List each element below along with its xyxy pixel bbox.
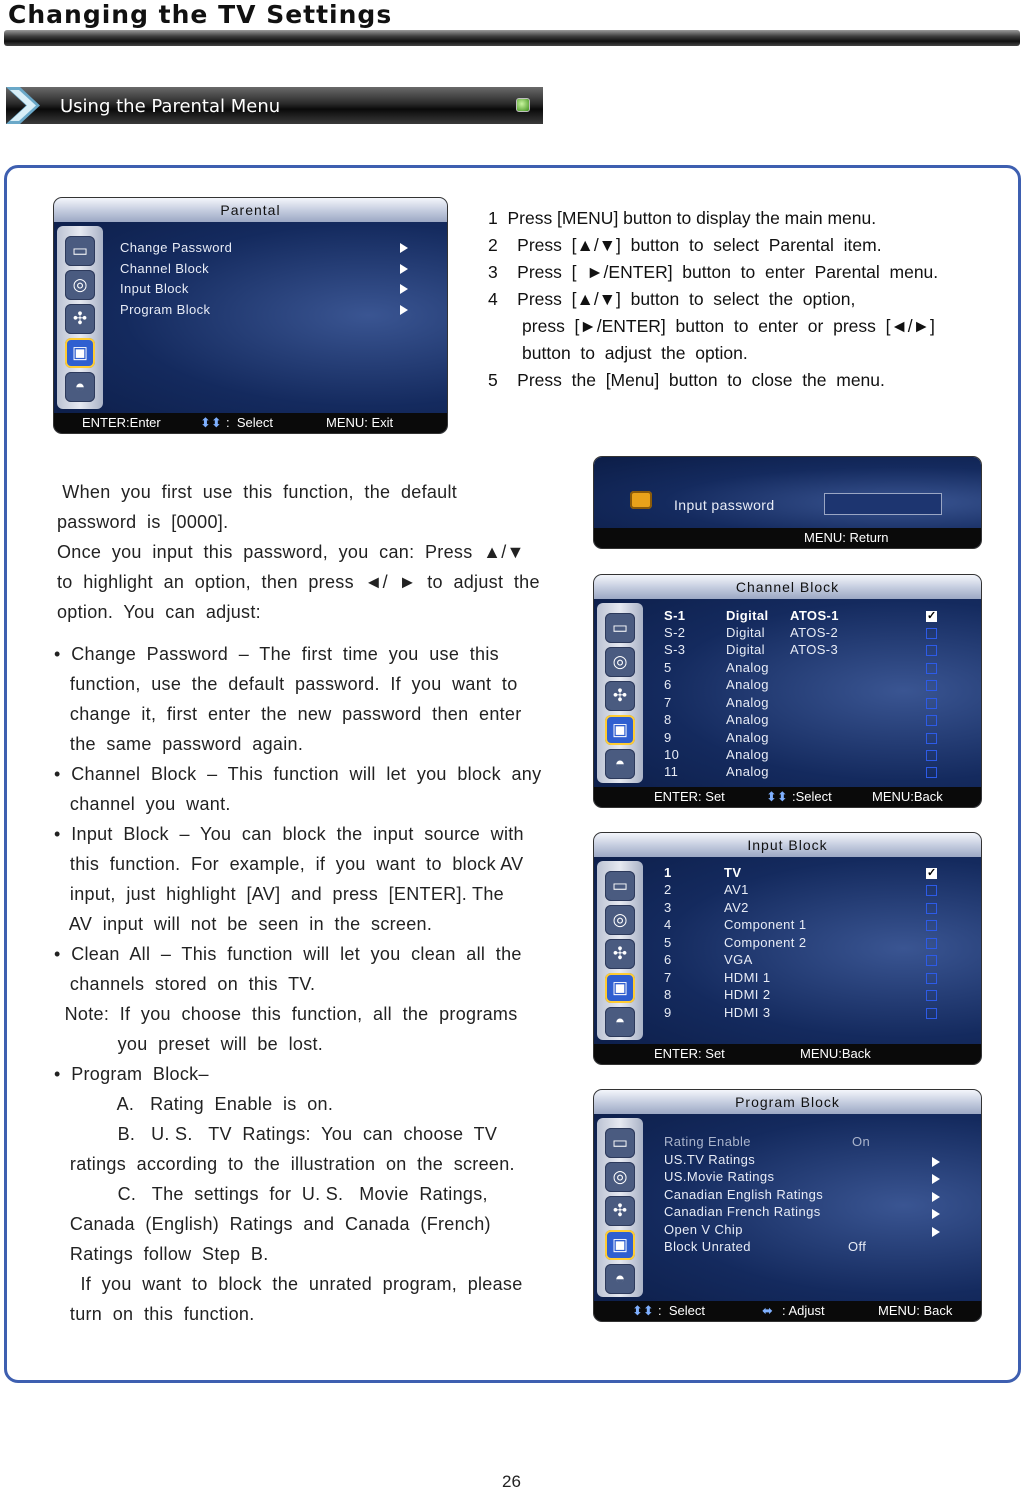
- body-line: AV input will not be seen in the screen.: [54, 914, 433, 934]
- channel-number: 10: [664, 747, 680, 762]
- chevron-right-icon: [6, 87, 42, 124]
- body-line: password is [0000].: [57, 512, 229, 532]
- step-line: 1 Press [MENU] button to display the main menu.: [488, 208, 877, 228]
- body-line: the same password again.: [54, 734, 304, 754]
- menu-title: Parental: [54, 198, 447, 222]
- step-line: 4 Press [▲/▼] button to select the option,: [488, 289, 856, 309]
- program-label: US.TV Ratings: [664, 1152, 756, 1167]
- step-line: press [►/ENTER] button to enter or press [◄/►]: [488, 316, 935, 336]
- satellite-icon[interactable]: ◓: [605, 1264, 635, 1294]
- channel-type: Analog: [726, 677, 769, 692]
- parental-menu-screen: [54, 198, 447, 433]
- chevron-right-icon: [932, 1227, 940, 1237]
- body-line: C. The settings for U. S. Movie Ratings,: [54, 1184, 488, 1204]
- satellite-icon[interactable]: ◓: [605, 749, 635, 779]
- menu-item-program-block[interactable]: Program Block: [120, 302, 211, 317]
- menu-item-input-block[interactable]: Input Block: [120, 281, 189, 296]
- settings-icon[interactable]: ✣: [65, 304, 95, 334]
- input-number: 8: [664, 987, 672, 1002]
- body-line: channel you want.: [54, 794, 231, 814]
- footer-enter: ENTER: Set: [654, 1046, 725, 1061]
- side-menu: [57, 226, 103, 409]
- input-name: HDMI 1: [724, 970, 771, 985]
- footer-return: MENU: Return: [804, 530, 889, 545]
- step-line: button to adjust the option.: [488, 343, 748, 363]
- dialog-footer: [594, 528, 981, 548]
- checkbox[interactable]: [926, 903, 937, 914]
- checkbox[interactable]: [926, 973, 937, 984]
- audio-icon[interactable]: ◎: [605, 1162, 635, 1192]
- page-title: Changing the TV Settings: [8, 0, 393, 29]
- channel-number: 11: [664, 764, 679, 779]
- chevron-right-icon: [400, 305, 408, 315]
- footer-enter: ENTER: Set: [654, 789, 725, 804]
- parental-lock-icon: [630, 491, 652, 509]
- input-name: HDMI 2: [724, 987, 771, 1002]
- channel-type: Analog: [726, 712, 769, 727]
- checkbox[interactable]: [926, 663, 937, 674]
- settings-icon[interactable]: ✣: [605, 681, 635, 711]
- checkbox[interactable]: [926, 715, 937, 726]
- input-number: 9: [664, 1005, 672, 1020]
- body-line: channels stored on this TV.: [54, 974, 316, 994]
- input-name: Component 2: [724, 935, 807, 950]
- channel-name: ATOS-1: [790, 608, 839, 623]
- body-line: Note: If you choose this function, all the programs: [54, 1004, 518, 1024]
- menu-title: Channel Block: [594, 575, 981, 599]
- footer-select: : Select: [226, 415, 273, 430]
- program-label: Open V Chip: [664, 1222, 743, 1237]
- channel-block-footer: [594, 787, 981, 807]
- program-label: US.Movie Ratings: [664, 1169, 775, 1184]
- chevron-right-icon: [932, 1209, 940, 1219]
- checkbox[interactable]: [926, 750, 937, 761]
- channel-type: Analog: [726, 730, 769, 745]
- channel-number: 7: [664, 695, 672, 710]
- footer-select: :Select: [792, 789, 832, 804]
- side-menu: [597, 1118, 643, 1297]
- input-name: TV: [724, 865, 742, 880]
- program-block-screen: [594, 1090, 981, 1321]
- channel-number: 9: [664, 730, 672, 745]
- tv-icon[interactable]: ▭: [65, 236, 95, 266]
- channel-type: Analog: [726, 747, 769, 762]
- menu-title: Program Block: [594, 1090, 981, 1114]
- input-number: 6: [664, 952, 672, 967]
- channel-number: S-1: [664, 608, 686, 623]
- chevron-right-icon: [932, 1157, 940, 1167]
- body-line: change it, first enter the new password then enter: [54, 704, 522, 724]
- channel-number: 5: [664, 660, 672, 675]
- body-line: If you want to block the unrated program, please: [54, 1274, 523, 1294]
- body-line: B. U. S. TV Ratings: You can choose TV: [54, 1124, 498, 1144]
- chevron-right-icon: [400, 243, 408, 253]
- body-line: When you first use this function, the default: [57, 482, 458, 502]
- menu-title: Input Block: [594, 833, 981, 857]
- section-title: Using the Parental Menu: [60, 96, 281, 117]
- input-number: 3: [664, 900, 672, 915]
- audio-icon[interactable]: ◎: [605, 905, 635, 935]
- channel-type: Analog: [726, 764, 769, 779]
- body-line: • Program Block–: [54, 1064, 209, 1084]
- channel-number: 8: [664, 712, 672, 727]
- parental-lock-icon[interactable]: ▣: [65, 338, 95, 368]
- updown-icon: ⬍⬍: [200, 415, 222, 430]
- step-line: 3 Press [ ►/ENTER] button to enter Parental menu.: [488, 262, 939, 282]
- checkbox[interactable]: [926, 1008, 937, 1019]
- checkbox[interactable]: ✓: [927, 867, 937, 879]
- channel-number: S-3: [664, 642, 686, 657]
- parental-lock-icon[interactable]: ▣: [605, 715, 635, 745]
- parental-lock-icon[interactable]: ▣: [605, 1230, 635, 1260]
- checkbox[interactable]: [926, 990, 937, 1001]
- side-menu: [597, 603, 643, 783]
- program-label: Block Unrated: [664, 1239, 751, 1254]
- channel-type: Digital: [726, 625, 765, 640]
- tv-icon[interactable]: ▭: [605, 871, 635, 901]
- body-line: ratings according to the illustration on the screen.: [54, 1154, 515, 1174]
- program-value: On: [852, 1134, 871, 1149]
- channel-type: Analog: [726, 660, 769, 675]
- satellite-icon[interactable]: ◓: [65, 372, 95, 402]
- channel-type: Analog: [726, 695, 769, 710]
- indicator-icon: [516, 98, 530, 112]
- input-name: VGA: [724, 952, 753, 967]
- tv-icon[interactable]: ▭: [605, 613, 635, 643]
- channel-name: ATOS-2: [790, 625, 839, 640]
- checkbox[interactable]: [926, 680, 937, 691]
- footer-exit: MENU: Exit: [326, 415, 394, 430]
- body-line: this function. For example, if you want to block AV: [54, 854, 524, 874]
- body-line: • Channel Block – This function will let you block any: [54, 764, 542, 784]
- footer-back: MENU: Back: [878, 1303, 953, 1318]
- body-line: to highlight an option, then press ◄/ ► to adjust the: [57, 572, 540, 592]
- tv-icon[interactable]: ▭: [605, 1128, 635, 1158]
- input-block-screen: [594, 833, 981, 1064]
- input-number: 7: [664, 970, 672, 985]
- input-number: 1: [664, 865, 672, 880]
- channel-block-screen: [594, 575, 981, 807]
- checkbox[interactable]: [926, 698, 937, 709]
- parental-lock-icon[interactable]: ▣: [605, 973, 635, 1003]
- step-line: 5 Press the [Menu] button to close the menu.: [488, 370, 885, 390]
- checkbox[interactable]: [926, 885, 937, 896]
- password-dialog-screen: [594, 457, 981, 548]
- menu-footer: [54, 413, 447, 433]
- chevron-right-icon: [932, 1192, 940, 1202]
- footer-back: MENU:Back: [800, 1046, 871, 1061]
- chevron-right-icon: [932, 1174, 940, 1184]
- body-line: turn on this function.: [54, 1304, 255, 1324]
- audio-icon[interactable]: ◎: [65, 270, 95, 300]
- body-line: input, just highlight [AV] and press [ENTER]. The: [54, 884, 504, 904]
- channel-type: Digital: [726, 608, 769, 623]
- settings-icon[interactable]: ✣: [605, 1196, 635, 1226]
- footer-select: : Select: [658, 1303, 705, 1318]
- checkbox[interactable]: [926, 733, 937, 744]
- checkbox[interactable]: [926, 955, 937, 966]
- channel-number: 6: [664, 677, 672, 692]
- checkbox[interactable]: [926, 645, 937, 656]
- body-line: option. You can adjust:: [57, 602, 261, 622]
- input-name: AV1: [724, 882, 749, 897]
- password-input[interactable]: [824, 493, 942, 515]
- chevron-right-icon: [400, 264, 408, 274]
- body-line: Canada (English) Ratings and Canada (French): [54, 1214, 491, 1234]
- menu-item-channel-block[interactable]: Channel Block: [120, 261, 210, 276]
- updown-icon: ⬍⬍: [766, 789, 788, 804]
- footer-enter: ENTER:Enter: [82, 415, 161, 430]
- audio-icon[interactable]: ◎: [605, 647, 635, 677]
- body-line: function, use the default password. If you want to: [54, 674, 518, 694]
- side-menu: [597, 861, 643, 1040]
- body-line: Once you input this password, you can: Press ▲/▼: [57, 542, 525, 562]
- satellite-icon[interactable]: ◓: [605, 1007, 635, 1037]
- body-line: • Clean All – This function will let you clean all the: [54, 944, 522, 964]
- checkbox[interactable]: [926, 920, 937, 931]
- program-label: Rating Enable: [664, 1134, 751, 1149]
- checkbox[interactable]: [926, 767, 937, 778]
- checkbox[interactable]: [926, 938, 937, 949]
- body-line: A. Rating Enable is on.: [54, 1094, 334, 1114]
- body-line: Ratings follow Step B.: [54, 1244, 269, 1264]
- program-label: Canadian French Ratings: [664, 1204, 821, 1219]
- input-number: 5: [664, 935, 672, 950]
- channel-name: ATOS-3: [790, 642, 839, 657]
- checkbox[interactable]: ✓: [927, 610, 937, 622]
- channel-number: S-2: [664, 625, 686, 640]
- body-line: • Change Password – The first time you use this: [54, 644, 499, 664]
- settings-icon[interactable]: ✣: [605, 939, 635, 969]
- checkbox[interactable]: [926, 628, 937, 639]
- input-number: 2: [664, 882, 672, 897]
- input-name: AV2: [724, 900, 749, 915]
- program-block-footer: [594, 1301, 981, 1321]
- chevron-right-icon: [400, 284, 408, 294]
- program-value: Off: [848, 1239, 867, 1254]
- body-line: • Input Block – You can block the input source with: [54, 824, 524, 844]
- updown-icon: ⬍⬍: [632, 1303, 654, 1318]
- program-label: Canadian English Ratings: [664, 1187, 824, 1202]
- input-name: Component 1: [724, 917, 807, 932]
- footer-back: MENU:Back: [872, 789, 943, 804]
- step-line: 2 Press [▲/▼] button to select Parental item.: [488, 235, 882, 255]
- input-number: 4: [664, 917, 672, 932]
- body-line: you preset will be lost.: [54, 1034, 324, 1054]
- input-block-footer: [594, 1044, 981, 1064]
- channel-type: Digital: [726, 642, 765, 657]
- title-bar: [4, 30, 1020, 46]
- input-name: HDMI 3: [724, 1005, 771, 1020]
- password-label: Input password: [674, 497, 775, 513]
- page-number: 26: [502, 1472, 521, 1490]
- footer-adjust: : Adjust: [782, 1303, 825, 1318]
- menu-item-change-password[interactable]: Change Password: [120, 240, 233, 255]
- leftright-icon: ⬌: [762, 1303, 773, 1318]
